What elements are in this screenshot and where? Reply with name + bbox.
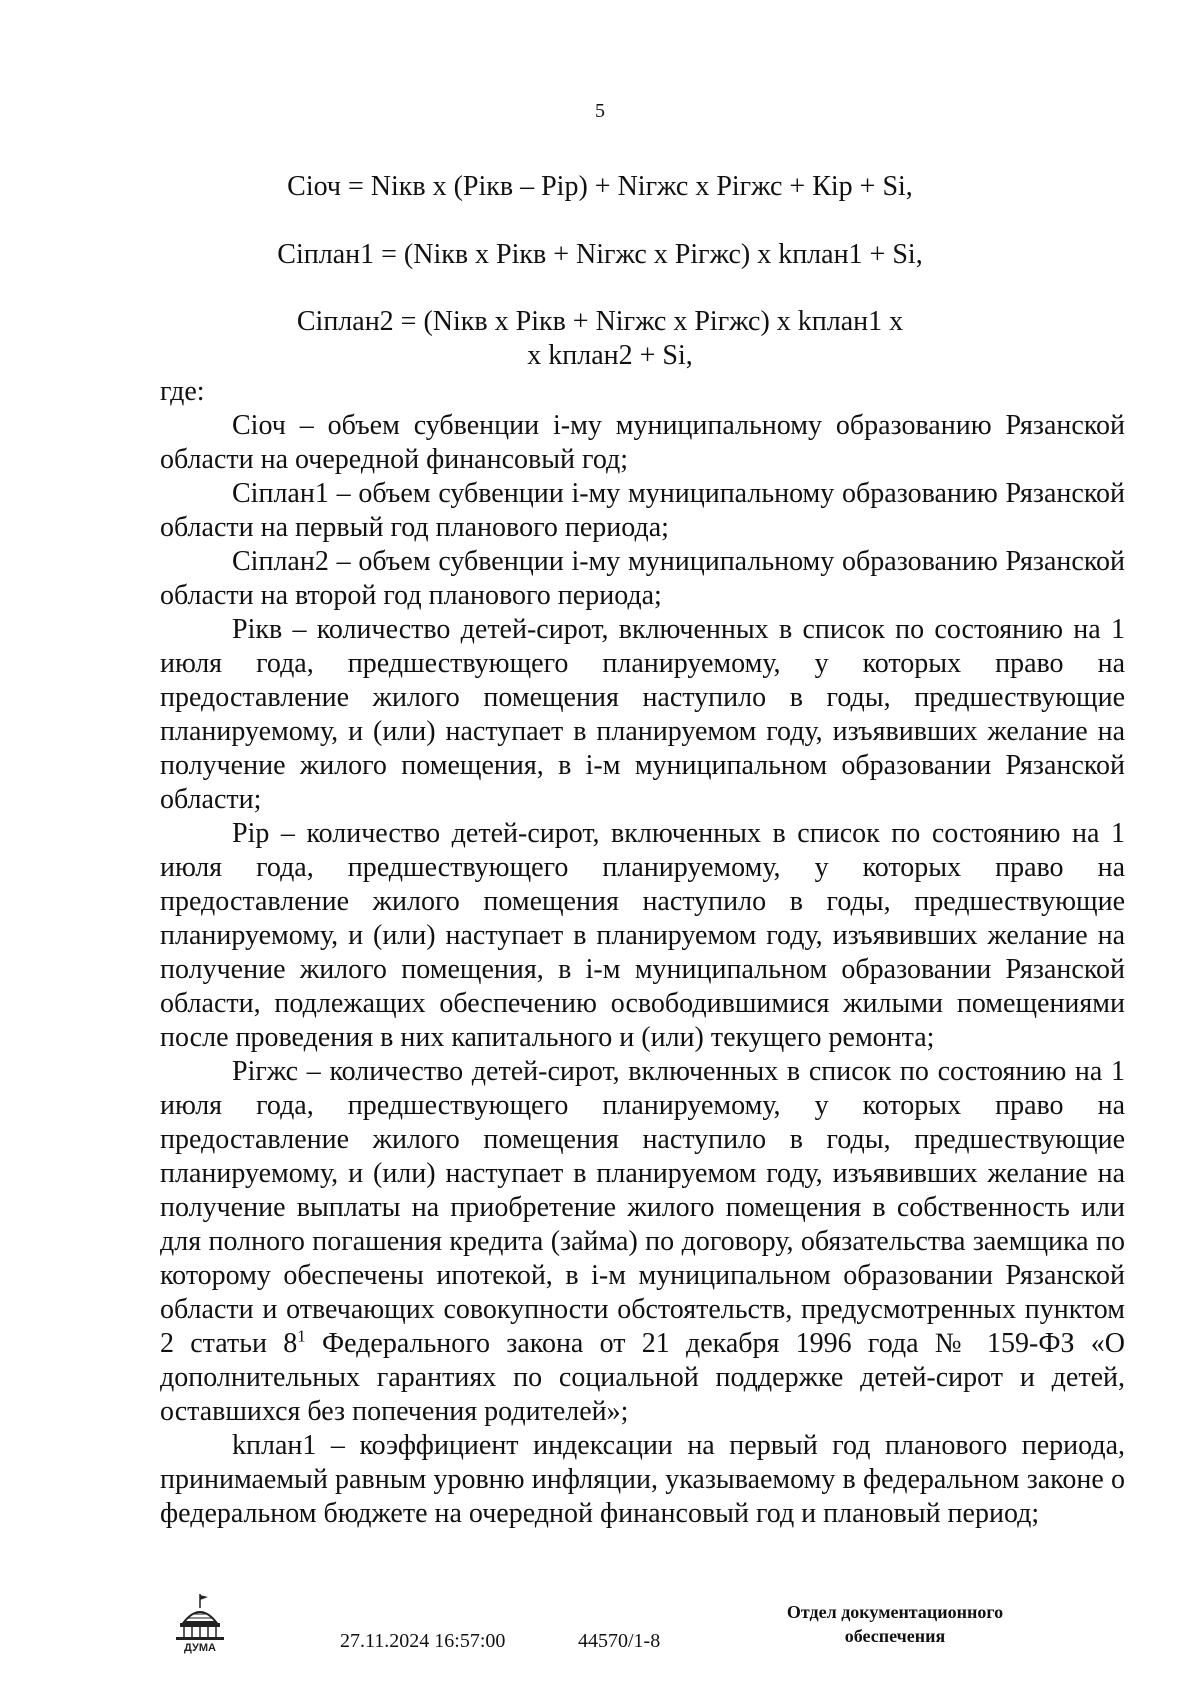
definition-rigzhs (160, 1055, 1125, 1429)
duma-logo-icon (170, 1592, 230, 1654)
formula-cioch: Сіоч = Nікв х (Рікв – Ріp) + Nігжс х Рігжс + Кір + Si, (287, 171, 913, 202)
definition-rigzhs-text: Рігжс – количество детей-сирот, включенных в список по состоянию на 1 июля года, предшествующего планируемому, у которых право на предоставление жилого помещения наступило в годы, предшествующие планируемому, и (или) наступает в планируемом году, изъявивших желание на получение выплаты на приобретение жилого помещения в собственность или для полного погашения кредита (займа) по договору, обязательства заемщика по которому обеспечены ипотекой, в і-м муниципальном образовании Рязанской области и отвечающих совокупности обстоятельств, предусмотренных пунктом 2 статьи 8 (160, 1056, 1125, 1359)
footer-doc-number: 44570/1-8 (578, 1630, 661, 1652)
definition-cioch: Сіоч – объем субвенции і-му муниципальному образованию Рязанской области на очередной финансовый год; (160, 410, 1125, 475)
definition-rikv: Рікв – количество детей-сирот, включенных в список по состоянию на 1 июля года, предшествующего планируемому, у которых право на предоставление жилого помещения наступило в годы, предшествующие планируемому, и (или) наступает в планируемом году, изъявивших желание на получение жилого помещения, в і-м муниципальном образовании Рязанской области; (160, 614, 1125, 815)
definition-rip: Ріp – количество детей-сирот, включенных в список по состоянию на 1 июля года, предшествующего планируемому, у которых право на предоставление жилого помещения наступило в годы, предшествующие планируемому, и (или) наступает в планируемом году, изъявивших желание на получение жилого помещения, в і-м муниципальном образовании Рязанской области, подлежащих обеспечению освободившимися жилыми помещениями после проведения в них капитального и (или) текущего ремонта; (160, 818, 1125, 1053)
formula-ciplan2 (0, 305, 1200, 372)
definitions-body (160, 375, 1125, 1531)
footer-department-line2: обеспечения (844, 1626, 946, 1646)
definition-ciplan1: Сіплан1 – объем субвенции і-му муниципальному образованию Рязанской области на первый год планового периода; (160, 478, 1125, 543)
page-number: 5 (595, 100, 605, 122)
definition-ciplan2: Сіплан2 – объем субвенции і-му муниципальному образованию Рязанской области на второй год планового периода; (160, 546, 1125, 611)
logo-text: ДУМА (184, 1642, 216, 1654)
formula-ciplan2-line1: Сіплан2 = (Nікв х Рікв + Nігжс х Рігжс) х kплан1 х (296, 306, 904, 338)
footer-timestamp: 27.11.2024 16:57:00 (340, 1630, 506, 1652)
formulas-block (0, 170, 1200, 372)
where-label: где: (160, 376, 205, 407)
formula-ciplan1: Сіплан1 = (Nікв х Рікв + Nігжс х Рігжс) х kплан1 + Si, (277, 238, 923, 270)
footer-department-line1: Отдел документационного (786, 1602, 1004, 1622)
footer-department (750, 1600, 1040, 1648)
superscript-article-number: 1 (297, 1326, 306, 1346)
definition-rigzhs-text-cont: Федерального закона от 21 декабря 1996 года № 159-ФЗ «О дополнительных гарантиях по социальной поддержке детей-сирот и детей, оставшихся без попечения родителей»; (160, 1328, 1125, 1427)
definition-kplan1: kплан1 – коэффициент индексации на первый год планового периода, принимаемый равным уровню инфляции, указываемому в федеральном законе о федеральном бюджете на очередной финансовый год и плановый период; (160, 1430, 1125, 1529)
formula-ciplan2-line2: х kплан2 + Si, (527, 339, 693, 371)
